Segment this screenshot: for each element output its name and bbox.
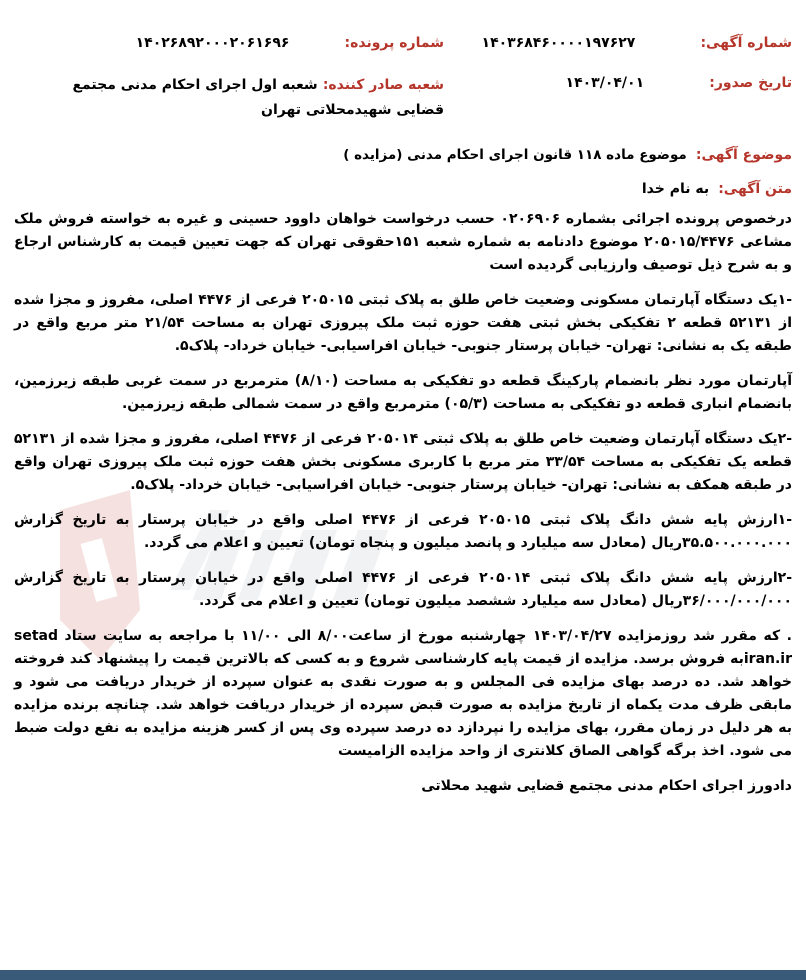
text-label-row	[642, 178, 792, 197]
announcement-body	[14, 208, 792, 798]
paragraph-value-2: -۲ارزش پایه شش دانگ پلاک ثبتی ۲۰۵۰۱۴ فرعی از ۴۴۷۶ اصلی واقع در خیابان پرستار به تاریخ گزارش ۳۶/۰۰۰/۰۰۰/۰۰۰ریال (معادل سه میلیارد ششصد میلیون تومان) تعیین و اعلام می گردد.	[14, 570, 792, 609]
subject-row	[343, 144, 792, 163]
text-label: متن آگهی:	[718, 181, 792, 197]
issuer-row	[24, 72, 444, 122]
bottom-bar	[0, 970, 806, 980]
issue-date-row	[566, 72, 792, 91]
ad-number-label: شماره آگهی:	[700, 35, 792, 51]
signature: دادورز اجرای احکام مدنی مجتمع قضایی شهید محلاتی	[421, 778, 792, 794]
paragraph-value-1: -۱ارزش پایه شش دانگ پلاک ثبتی ۲۰۵۰۱۵ فرعی از ۴۴۷۶ اصلی واقع در خیابان پرستار به تاریخ گزارش ۳۵.۵۰۰.۰۰۰.۰۰۰ریال (معادل سه میلیارد و پانصد میلیون و پنجاه تومان) تعیین و اعلام می گردد.	[14, 512, 792, 551]
subject-label: موضوع آگهی:	[695, 147, 792, 163]
subject-value: موضوع ماده ۱۱۸ قانون اجرای احکام مدنی (مزایده )	[343, 147, 687, 163]
ad-number-value: ۱۴۰۳۶۸۴۶۰۰۰۰۱۹۷۶۲۷	[481, 35, 636, 51]
ad-number-row	[482, 32, 792, 51]
case-number-label: شماره پرونده:	[344, 35, 444, 51]
issuer-label: شعبه صادر کننده:	[322, 77, 444, 93]
case-number-value: ۱۴۰۲۶۸۹۲۰۰۰۲۰۶۱۶۹۶	[135, 35, 290, 51]
paragraph-item-2: -۲یک دستگاه آپارتمان وضعیت خاص طلق به پلاک ثبتی ۲۰۵۰۱۴ فرعی از ۴۴۷۶ اصلی، مفروز و مجزا شده از ۵۲۱۳۱ قطعه یک تفکیکی به مساحت ۳۳/۵۴ متر مربع با کاربری مسکونی بخش هفت حوزه ثبت ملک پیروزی تهران واقع در طبقه همکف به نشانی: تهران- خیابان پرستار جنوبی- خیابان افراسیابی- خیابان خرداد- پلاک۵.	[14, 431, 793, 493]
paragraph-item-1: -۱یک دستگاه آپارتمان مسکونی وضعیت خاص طلق به پلاک ثبتی ۲۰۵۰۱۵ فرعی از ۴۴۷۶ اصلی، مفروز و مجزا شده از ۵۲۱۳۱ قطعه ۲ تفکیکی بخش ثبتی هفت حوزه ثبت ملک پیروزی تهران به مساحت ۲۱/۵۴ متر مربع واقع در طبقه یک به نشانی: تهران- خیابان پرستار جنوبی- خیابان افراسیابی- خیابان خرداد- پلاک۵.	[14, 292, 793, 354]
case-number-row	[136, 32, 444, 51]
text-intro: به نام خدا	[641, 181, 710, 197]
issue-date-label: تاریخ صدور:	[709, 75, 792, 91]
issue-date-value: ۱۴۰۳/۰۴/۰۱	[565, 75, 645, 91]
issuer-value: شعبه اول اجرای احکام مدنی مجتمع قضایی شهیدمحلاتی تهران	[72, 77, 444, 118]
paragraph-parking: آپارتمان مورد نظر بانضمام پارکینگ قطعه دو تفکیکی به مساحت (۸/۱۰) مترمربع در سمت غربی طبقه زیرزمین، بانضمام انباری قطعه دو تفکیکی به مساحت (۰۵/۳) مترمربع واقع در سمت شمالی طبقه زیرزمین.	[14, 373, 792, 412]
paragraph-intro: درخصوص پرونده اجرائی بشماره ۰۲۰۶۹۰۶ حسب درخواست خواهان داوود حسینی و غیره به خواسته فروش ملک مشاعی ۲۰۵۰۱۵/۴۴۷۶ موضوع دادنامه به شماره شعبه ۱۵۱حقوقی تهران که جهت تعیین قیمت به کارشناس ارجاع و به شرح ذیل توصیف وارزیابی گردیده است	[14, 211, 792, 273]
paragraph-auction-terms: . که مقرر شد روزمزایده ۱۴۰۳/۰۴/۲۷ چهارشنبه مورخ از ساعت۸/۰۰ الی ۱۱/۰۰ با مراجعه به سایت ستاد setad iran.irبه فروش برسد. مزایده از قیمت پایه کارشناسی شروع و به کسی که بالاترین قیمت را پیشنهاد کند فروخته خواهد شد. ده درصد بهای مزایده فی المجلس و به صورت نقدی به عنوان سپرده از خریدار دریافت می شود و مابقی ظرف مدت یکماه از تاریخ مزایده به صورت قبض سپرده از خریدار دریافت خواهد شد. چنانچه برنده مزایده به هر دلیل در زمان مقرر، بهای مزایده را نپردازد ده درصد سپرده وی پس از کسر هزینه مزایده به نفع دولت ضبط می شود. اخذ برگه گواهی الصاق کلانتری از واحد مزایده الزامیست	[14, 628, 792, 759]
